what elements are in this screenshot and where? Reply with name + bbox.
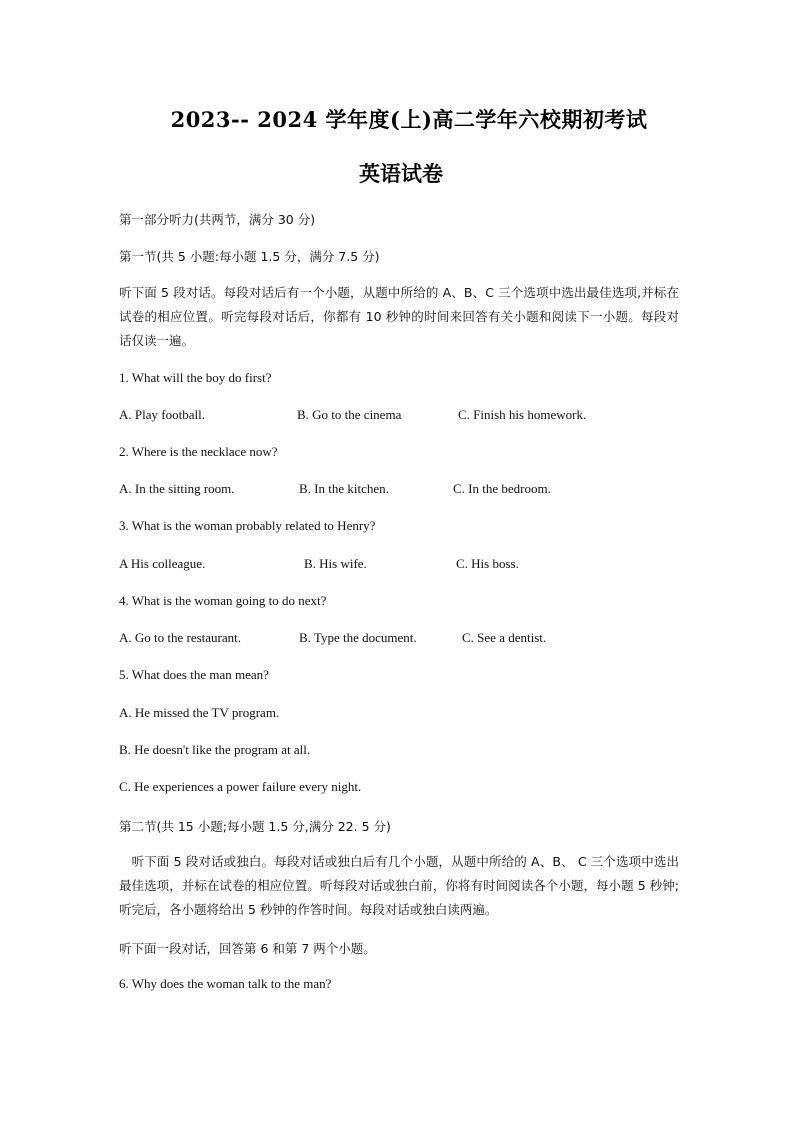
question-4: 4. What is the woman going to do next? (119, 593, 327, 608)
q4-option-a: A. Go to the restaurant. (119, 630, 242, 645)
section2-instructions: 听下面 5 段对话或独白。每段对话或独白后有几个小题，从题中所给的 A、B、 C 三个选项中选出最佳选项，并标在试卷的相应位置。听每段对话或独白前，你将有时间阅读各个小题，每小题 5 秒钟;听完后，各小题将给出 5 秒钟的作答时间。每段对话或独白读两遍。 (119, 854, 679, 917)
q3-option-b: B. His wife. (304, 556, 367, 571)
q5-option-a: A. He missed the TV program. (119, 705, 280, 720)
q5-option-b: B. He doesn't like the program at all. (119, 742, 311, 757)
dialog-intro: 听下面一段对话，回答第 6 和第 7 两个小题。 (119, 941, 376, 956)
exam-subtitle: 英语试卷 (359, 161, 443, 186)
question-3: 3. What is the woman probably related to Henry? (119, 518, 376, 533)
question-1: 1. What will the boy do first? (119, 370, 272, 385)
q5-option-c: C. He experiences a power failure every night. (119, 779, 362, 794)
q2-option-b: B. In the kitchen. (299, 481, 389, 496)
q4-option-b: B. Type the document. (299, 630, 417, 645)
q1-option-b: B. Go to the cinema (297, 407, 402, 422)
part1-heading: 第一部分听力(共两节，满分 30 分) (119, 212, 316, 227)
question-2: 2. Where is the necklace now? (119, 444, 278, 459)
q2-option-a: A. In the sitting room. (119, 481, 235, 496)
section1-instructions: 听下面 5 段对话。每段对话后有一个小题，从题中所给的 A、B、C 三个选项中选出最佳选项,并标在试卷的相应位置。听完每段对话后，你都有 10 秒钟的时间来回答有关小题和阅读下一小题。每段对话仅读一遍。 (119, 285, 679, 348)
q3-option-c: C. His boss. (456, 556, 519, 571)
question-5: 5. What does the man mean? (119, 667, 269, 682)
exam-title: 2023-- 2024 学年度(上)高二学年六校期初考试 (170, 107, 648, 132)
q3-option-a: A His colleague. (119, 556, 206, 571)
q1-option-a: A. Play football. (119, 407, 205, 422)
q4-option-c: C. See a dentist. (462, 630, 547, 645)
section2-heading: 第二节(共 15 小题;每小题 1.5 分,满分 22. 5 分) (119, 819, 391, 834)
q1-option-c: C. Finish his homework. (458, 407, 587, 422)
question-6: 6. Why does the woman talk to the man? (119, 976, 332, 991)
q2-option-c: C. In the bedroom. (453, 481, 551, 496)
section1-heading: 第一节(共 5 小题:每小题 1.5 分，满分 7.5 分) (119, 249, 380, 264)
